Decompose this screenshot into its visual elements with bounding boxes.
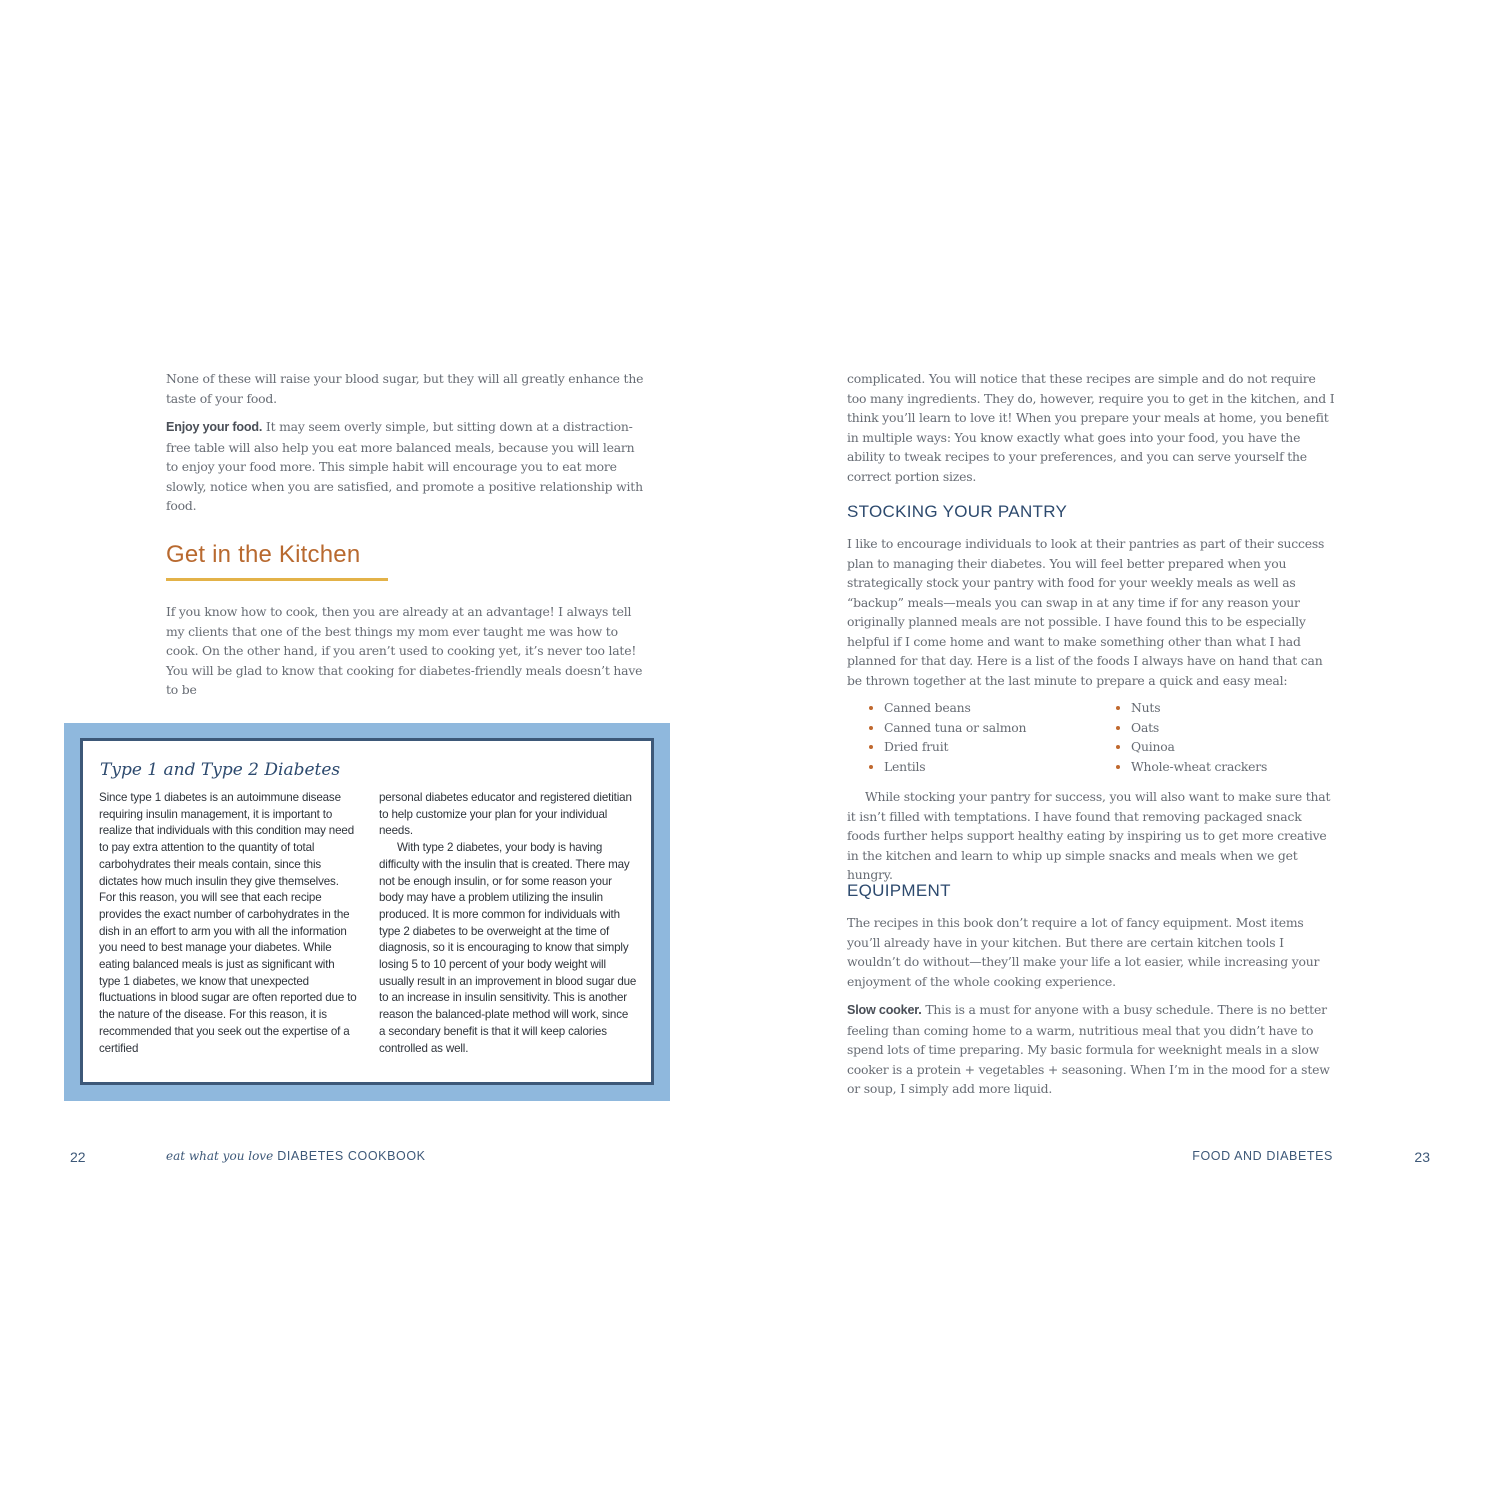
pantry-list-column-1 — [866, 698, 1026, 776]
list-item: Lentils — [866, 757, 1026, 777]
list-item: Whole-wheat crackers — [1113, 757, 1267, 777]
list-item: Nuts — [1113, 698, 1267, 718]
subheading-equipment: EQUIPMENT — [847, 881, 951, 900]
continued-paragraph: complicated. You will notice that these recipes are simple and do not require too many ingredients. They do, however, require you to get in the kitchen, and I think you’ll learn to love it! When you prepare your meals at home, you benefit in multiple ways: You know exactly what goes into your food, you have the ability to tweak recipes to your preferences, and you can serve yourself the correct portion sizes. — [847, 371, 1335, 484]
page-number-right: 23 — [1414, 1149, 1430, 1165]
enjoy-food-paragraph — [166, 417, 648, 516]
list-item: Canned beans — [866, 698, 1026, 718]
slow-cooker-text: This is a must for anyone with a busy schedule. There is no better feeling than coming home to a warm, nutritious meal that you didn’t have to spend lots of time preparing. My basic formula for weeknight meals in a slow cooker is a protein + vegetables + seasoning. When I’m in the mood for a stew or soup, I simply add more liquid. — [847, 1002, 1330, 1096]
list-item: Oats — [1113, 718, 1267, 738]
sidebar-type1-text: Since type 1 diabetes is an autoimmune disease requiring insulin management, it is important to realize that individuals with this condition may need to pay extra attention to the quantity of total carbohydrates their meals contain, since this dictates how much insulin they give themselves. For this reason, you will see that each recipe provides the exact number of carbohydrates in the dish in an effort to arm you with all the information you need to best manage your diabetes. While eating balanced meals is just as significant with type 1 diabetes, we know that unexpected fluctuations in blood sugar are often reported due to the nature of the disease. For this reason, it is recommended that you seek out the expertise of a certified — [99, 791, 357, 1055]
sidebar-type2-text: With type 2 diabetes, your body is having difficulty with the insulin that is created. There may not be enough insulin, or for some reason your body may have a problem utilizing the insulin produced. It is more common for individuals with type 2 diabetes to be overweight at the time of diagnosis, so it is encouraging to know that simply losing 5 to 10 percent of your body weight will usually result in an improvement in blood sugar due to an increase in insulin sensitivity. This is another reason the balanced-plate method will work, since a secondary benefit is that it will keep calories controlled as well. — [379, 841, 637, 1055]
equipment-block — [847, 913, 1337, 1108]
book-title-caps: DIABETES COOKBOOK — [277, 1149, 426, 1163]
section-heading-get-in-kitchen: Get in the Kitchen — [166, 541, 361, 568]
sidebar-title: Type 1 and Type 2 Diabetes — [100, 760, 341, 780]
stocking-paragraph: While stocking your pantry for success, you will also want to make sure that it isn’t filled with temptations. I have found that removing packaged snack foods further helps support healthy eating by inspiring us to get more creative in the kitchen and learn to whip up simple snacks and meals when we get hungry. — [847, 789, 1331, 882]
list-item: Canned tuna or salmon — [866, 718, 1026, 738]
running-head-left — [166, 1149, 426, 1163]
list-item: Quinoa — [1113, 737, 1267, 757]
subheading-stocking-pantry: STOCKING YOUR PANTRY — [847, 502, 1068, 521]
slow-cooker-paragraph — [847, 1000, 1337, 1099]
running-head-right: FOOD AND DIABETES — [1192, 1149, 1333, 1163]
pantry-paragraph: I like to encourage individuals to look at their pantries as part of their success plan to managing their diabetes. You will feel better prepared when you strategically stock your pantry with food for your weekly meals as well as “backup” meals—meals you can swap in at any time if for any reason your originally planned meals are not possible. I have found this to be especially helpful if I come home and want to make something other than what I had planned for that day. Here is a list of the foods I always have on hand that can be thrown together at the last minute to prepare a quick and easy meal: — [847, 536, 1325, 688]
diabetes-sidebar-box — [64, 723, 670, 1101]
enjoy-food-text: It may seem overly simple, but sitting down at a distraction-free table will also help you eat more balanced meals, because you will learn to enjoy your food more. This simple habit will encourage you to eat more slowly, notice when you are satisfied, and promote a positive relationship with food. — [166, 419, 643, 513]
list-item: Dried fruit — [866, 737, 1026, 757]
intro-paragraph: None of these will raise your blood sugar, but they will all greatly enhance the taste of your food. — [166, 371, 644, 406]
left-intro-block — [166, 369, 648, 525]
book-title-script: eat what you love — [166, 1149, 274, 1163]
heading-underline — [166, 578, 388, 581]
slow-cooker-lead: Slow cooker. — [847, 1003, 922, 1017]
enjoy-food-lead: Enjoy your food. — [166, 420, 263, 434]
sidebar-col2-para1: personal diabetes educator and registered dietitian to help customize your plan for your individual needs. — [379, 791, 632, 838]
kitchen-paragraph: If you know how to cook, then you are already at an advantage! I always tell my clients that one of the best things my mom ever taught me was how to cook. On the other hand, if you aren’t used to cooking yet, it’s never too late! You will be glad to know that cooking for diabetes-friendly meals doesn’t have to be — [166, 604, 643, 697]
equipment-paragraph: The recipes in this book don’t require a lot of fancy equipment. Most items you’ll already have in your kitchen. But there are certain kitchen tools I wouldn’t do without—they’ll make your life a lot easier, while increasing your enjoyment of the whole cooking experience. — [847, 915, 1320, 989]
page-number-left: 22 — [70, 1149, 86, 1165]
sidebar-column-1 — [99, 790, 357, 1057]
sidebar-column-2 — [379, 790, 637, 1057]
pantry-list-column-2 — [1113, 698, 1267, 776]
sidebar-inner-panel — [80, 738, 654, 1085]
